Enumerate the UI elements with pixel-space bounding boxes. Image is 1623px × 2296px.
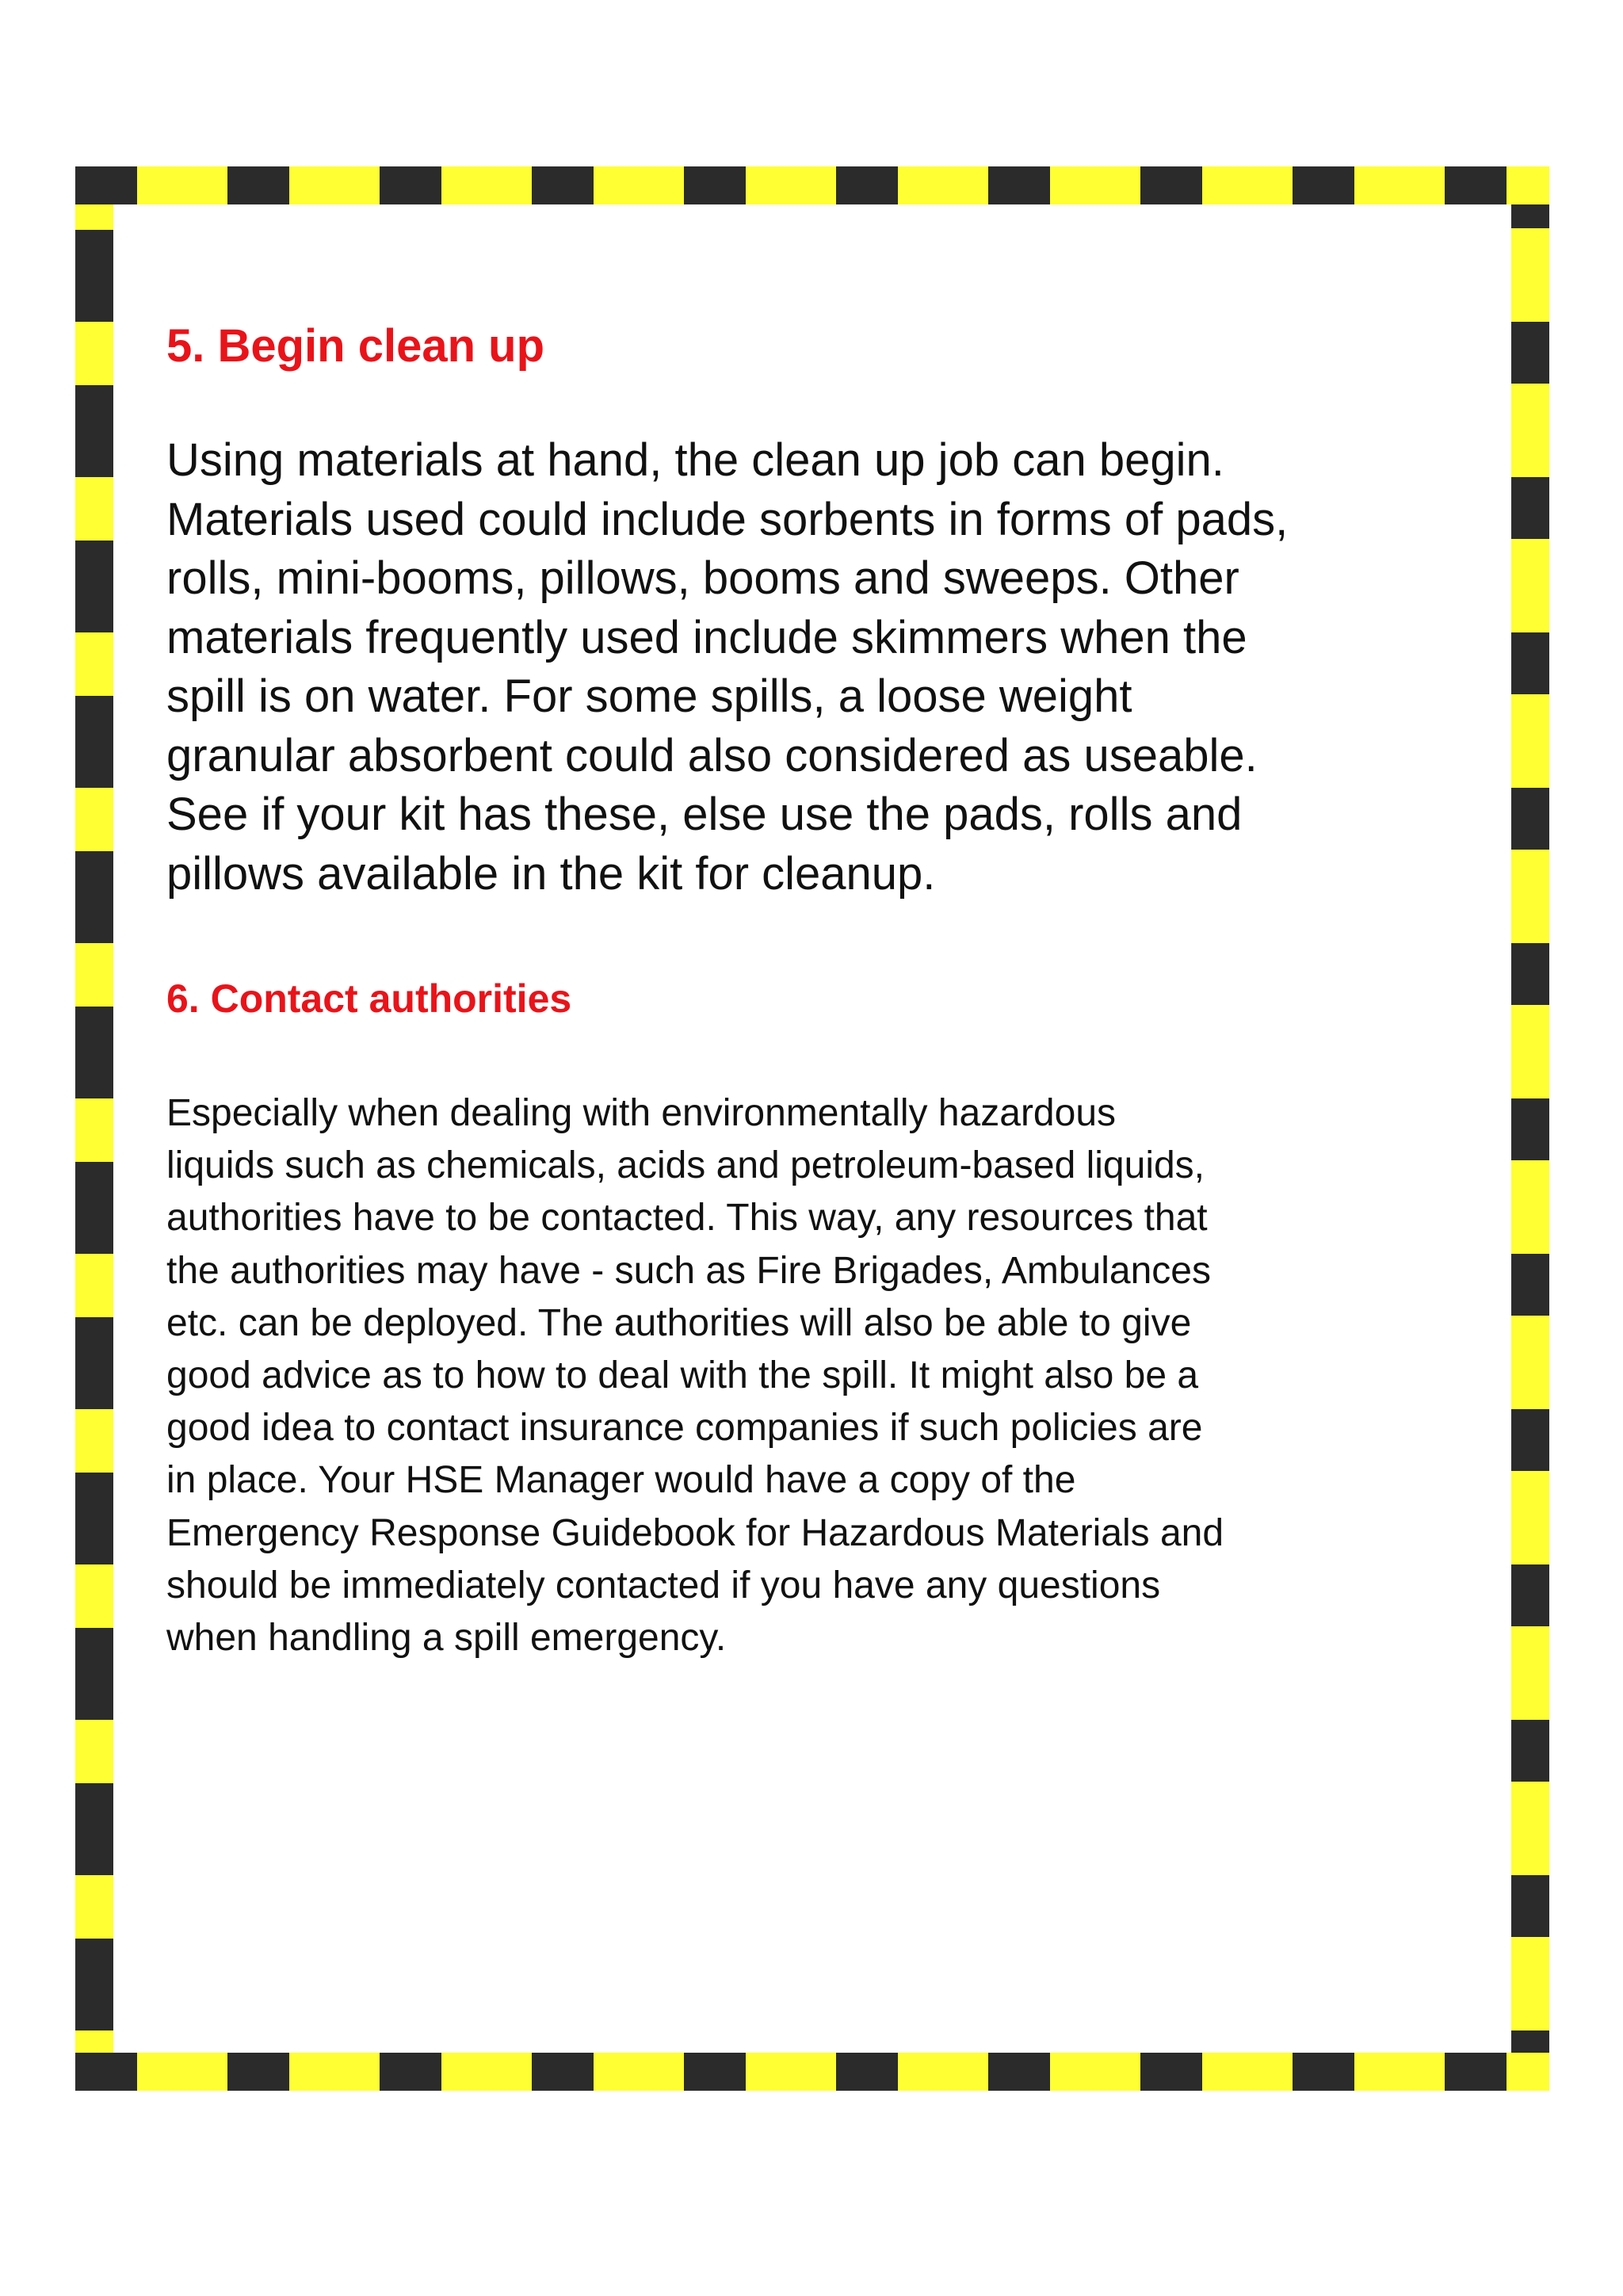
section-body-begin-clean-up: Using materials at hand, the clean up job can begin. Materials used could include sorbents in forms of pads, rolls, mini-booms, pillows, booms and sweeps. Other materials frequently used include skimmers when the spill is on water. For some spills, a loose weight granular absorbent could also considered as useable. See if your kit has these, else use the pads, rolls and pillows available in the kit for cleanup. (166, 434, 1289, 900)
section-heading-contact-authorities: 6. Contact authorities (166, 976, 572, 1021)
document-content (166, 317, 1403, 1664)
section-heading-begin-clean-up: 5. Begin clean up (166, 320, 544, 372)
section-body-contact-authorities: Especially when dealing with environmentally hazardous liquids such as chemicals, acids and petroleum-based liquids, authorities have to be contacted. This way, any resources that the authorities may have - such as Fire Brigades, Ambulances etc. can be deployed. The authorities will also be able to give good advice as to how to deal with the spill. It might also be a good idea to contact insurance companies if such policies are in place. Your HSE Manager would have a copy of the Emergency Response Guidebook for Hazardous Materials and should be immediately contacted if you have any questions when handling a spill emergency. (166, 1092, 1224, 1660)
